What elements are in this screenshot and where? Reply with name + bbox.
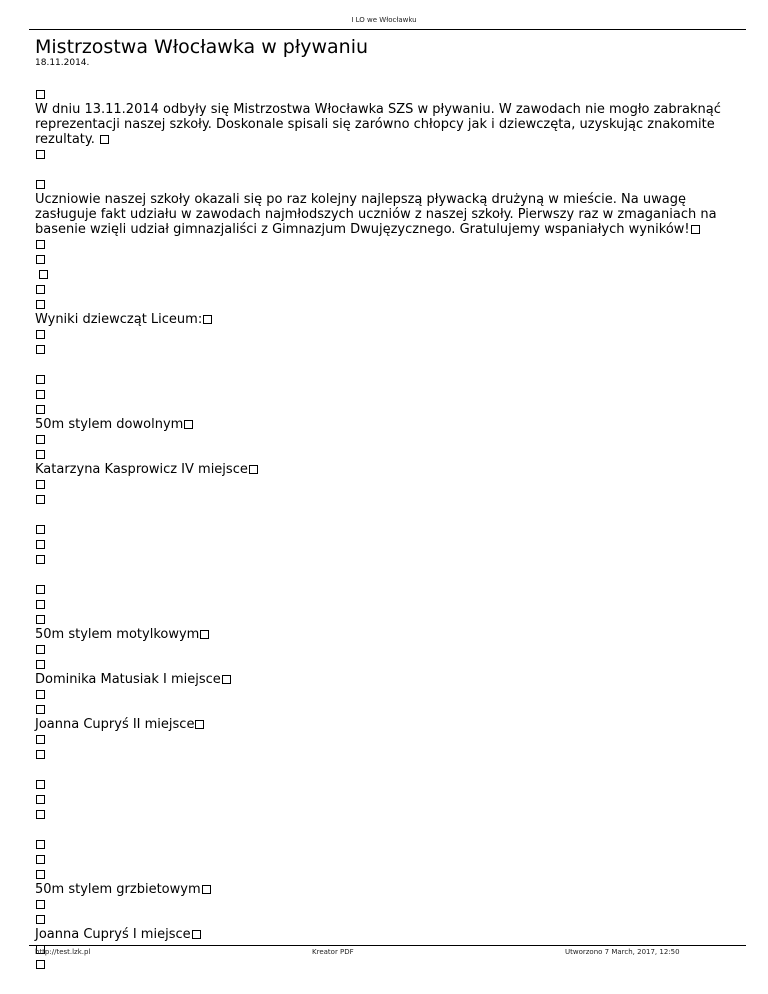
article-body	[35, 87, 735, 972]
placeholder-line	[35, 267, 735, 282]
paragraph-2: Uczniowie naszej szkoły okazali się po raz kolejny najlepszą pływacką drużyną w mieście. Na uwagę zasługuje fakt udziału w zawodach najmłodszych uczniów z naszej szkoły. Pierwszy raz w zmaganiach na basenie wzięli udział gimnazjaliści z Gimnazjum Dwujęzycznego. Gratulujemy wspaniałych wyników!	[35, 192, 721, 237]
spacer	[35, 162, 735, 177]
spacer	[35, 507, 735, 522]
missing-glyph-icon	[39, 270, 48, 279]
event-3-result-1: Joanna Cupryś I miejsce	[35, 927, 735, 942]
placeholder-line	[35, 897, 735, 912]
footer-generator: Kreator PDF	[312, 948, 354, 956]
header-divider	[29, 29, 746, 30]
missing-glyph-icon	[36, 705, 45, 714]
missing-glyph-icon	[249, 465, 258, 474]
event-1-result-1: Katarzyna Kasprowicz IV miejsce	[35, 462, 735, 477]
footer-created: Utworzono 7 March, 2017, 12:50	[565, 948, 680, 956]
missing-glyph-icon	[36, 90, 45, 99]
placeholder-line	[35, 402, 735, 417]
missing-glyph-icon	[200, 630, 209, 639]
placeholder-line	[35, 252, 735, 267]
placeholder-line	[35, 597, 735, 612]
placeholder-line	[35, 87, 735, 102]
placeholder-line	[35, 867, 735, 882]
missing-glyph-icon	[36, 150, 45, 159]
placeholder-line	[35, 612, 735, 627]
event-heading-1: 50m stylem dowolnym	[35, 417, 735, 432]
missing-glyph-icon	[36, 840, 45, 849]
missing-glyph-icon	[36, 525, 45, 534]
spacer	[35, 822, 735, 837]
missing-glyph-icon	[36, 960, 45, 969]
placeholder-line	[35, 657, 735, 672]
missing-glyph-icon	[36, 810, 45, 819]
footer-url: http://test.lzk.pl	[35, 948, 91, 956]
missing-glyph-icon	[222, 675, 231, 684]
missing-glyph-icon	[36, 600, 45, 609]
placeholder-line	[35, 807, 735, 822]
placeholder-line	[35, 687, 735, 702]
placeholder-line	[35, 147, 735, 162]
placeholder-line	[35, 432, 735, 447]
placeholder-line	[35, 702, 735, 717]
missing-glyph-icon	[36, 750, 45, 759]
missing-glyph-icon	[36, 615, 45, 624]
placeholder-line	[35, 282, 735, 297]
missing-glyph-icon	[36, 390, 45, 399]
results-heading: Wyniki dziewcząt Liceum:	[35, 312, 735, 327]
footer-divider	[29, 945, 746, 946]
placeholder-line	[35, 552, 735, 567]
missing-glyph-icon	[36, 495, 45, 504]
placeholder-line	[35, 747, 735, 762]
missing-glyph-icon	[36, 735, 45, 744]
placeholder-line	[35, 387, 735, 402]
placeholder-line	[35, 492, 735, 507]
placeholder-line	[35, 837, 735, 852]
missing-glyph-icon	[36, 345, 45, 354]
placeholder-line	[35, 642, 735, 657]
missing-glyph-icon	[36, 300, 45, 309]
article-date: 18.11.2014.	[35, 58, 90, 68]
missing-glyph-icon	[36, 330, 45, 339]
missing-glyph-icon	[36, 405, 45, 414]
placeholder-line	[35, 537, 735, 552]
placeholder-line	[35, 852, 735, 867]
missing-glyph-icon	[36, 435, 45, 444]
spacer	[35, 567, 735, 582]
missing-glyph-icon	[36, 480, 45, 489]
event-2-result-2: Joanna Cupryś II miejsce	[35, 717, 735, 732]
missing-glyph-icon	[184, 420, 193, 429]
missing-glyph-icon	[203, 315, 212, 324]
event-heading-3: 50m stylem grzbietowym	[35, 882, 735, 897]
placeholder-line	[35, 327, 735, 342]
placeholder-line	[35, 957, 735, 972]
spacer	[35, 357, 735, 372]
missing-glyph-icon	[36, 870, 45, 879]
event-2-result-1: Dominika Matusiak I miejsce	[35, 672, 735, 687]
missing-glyph-icon	[36, 255, 45, 264]
placeholder-line	[35, 237, 735, 252]
missing-glyph-icon	[691, 225, 700, 234]
missing-glyph-icon	[192, 930, 201, 939]
missing-glyph-icon	[36, 450, 45, 459]
missing-glyph-icon	[36, 285, 45, 294]
event-heading-2: 50m stylem motylkowym	[35, 627, 735, 642]
missing-glyph-icon	[100, 135, 109, 144]
placeholder-line	[35, 777, 735, 792]
missing-glyph-icon	[202, 885, 211, 894]
missing-glyph-icon	[36, 855, 45, 864]
missing-glyph-icon	[36, 180, 45, 189]
missing-glyph-icon	[36, 555, 45, 564]
placeholder-line	[35, 342, 735, 357]
placeholder-line	[35, 912, 735, 927]
missing-glyph-icon	[36, 645, 45, 654]
missing-glyph-icon	[36, 795, 45, 804]
missing-glyph-icon	[36, 690, 45, 699]
spacer	[35, 762, 735, 777]
page-header-site-name: I LO we Włocławku	[351, 16, 417, 24]
placeholder-line	[35, 297, 735, 312]
placeholder-line	[35, 582, 735, 597]
placeholder-line	[35, 732, 735, 747]
missing-glyph-icon	[36, 660, 45, 669]
missing-glyph-icon	[36, 585, 45, 594]
missing-glyph-icon	[36, 540, 45, 549]
missing-glyph-icon	[195, 720, 204, 729]
paragraph-1: W dniu 13.11.2014 odbyły się Mistrzostwa Włocławka SZS w pływaniu. W zawodach nie mogło zabraknąć reprezentacji naszej szkoły. Doskonale spisali się zarówno chłopcy jak i dziewczęta, uzyskując znakomite rezultaty.	[35, 102, 725, 147]
placeholder-line	[35, 522, 735, 537]
placeholder-line	[35, 177, 735, 192]
missing-glyph-icon	[36, 240, 45, 249]
placeholder-line	[35, 477, 735, 492]
missing-glyph-icon	[36, 915, 45, 924]
missing-glyph-icon	[36, 900, 45, 909]
article-title: Mistrzostwa Włocławka w pływaniu	[35, 36, 369, 58]
placeholder-line	[35, 447, 735, 462]
missing-glyph-icon	[36, 375, 45, 384]
missing-glyph-icon	[36, 780, 45, 789]
placeholder-line	[35, 792, 735, 807]
placeholder-line	[35, 372, 735, 387]
